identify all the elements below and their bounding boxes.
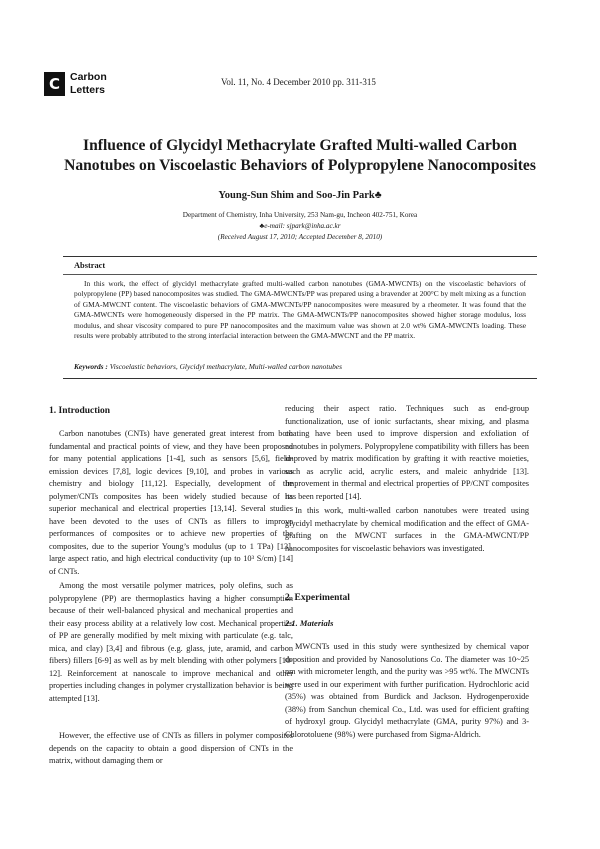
title-line2: Nanotubes on Viscoelastic Behaviors of Polypropylene Nanocomposites: [64, 157, 536, 174]
journal-logo: [44, 72, 114, 102]
received-date: (Received August 17, 2010; Accepted December 8, 2010): [217, 233, 383, 241]
keywords-label: Keywords :: [74, 362, 108, 371]
abstract-text: In this work, the effect of glycidyl methacrylate grafted multi-walled carbon nanotubes (GMA-MWCNTs) on the viscoelastic behaviors of polypropylene (PP) based nanocomposites was studied. The GMA-MWCNTs/PP was prepared using a bravender at 200°C by melt mixing as a function of GMA-MWCNT content. The viscoelastic behaviors of GMA-MWCNTs/PP nanocomposites were measured by a rheometer. It was found that the GMA-MWCNTs were homogeneously dispersed in the PP matrix. The GMA-MWCNTs/PP nanocomposites showed higher storage modulus, loss modulus, and shear viscosity compared to pure PP nanocomposites and the maximum value was shown at 2.0 wt% GMA-MWCNTs loading. These results were probably attributed to the strong interfacial interaction between the GMA-MWCNT and the PP matrix.: [74, 279, 526, 341]
paper-title: [40, 136, 560, 176]
intro-paragraph-2: Among the most versatile polymer matrices, poly olefins, such as polypropylene (PP) are thermoplastics having a higher consumption because of their well-balanced physical and mechanical properties and their easy process ability at a relatively low cost. Mechanical properties of PP are generally modified by melt mixing with particulate (e.g. talc, mica, and clay) [3,4] and fibrous (e.g. glass, jute, aramid, and carbon fibers) fillers [6-9] as well as by melt blending with other polymers [10-12]. Reinforcement at nanoscale to improve mechanical and other properties including changes in polymer crystallization behavior is being attempted [13].: [49, 581, 293, 703]
intro-paragraph-3: However, the effective use of CNTs as fillers in polymer composites depends on the capacity to obtain a good dispersion of CNTs in the matrix, without damaging them or: [49, 731, 293, 766]
right-paragraph-2: In this work, multi-walled carbon nanotubes were treated using glycidyl methacrylate by chemical modification and the effect of GMA-grafting on the MWCNT surfaces in the GMA-MWCNT/PP nanocomposites for viscoelastic behaviors was investigated.: [285, 506, 529, 553]
keywords-list: Viscoelastic behaviors, Glycidyl methacrylate, Multi-walled carbon nanotubes: [109, 362, 342, 371]
logo-mark: C: [44, 72, 65, 96]
abstract-divider: [63, 274, 537, 275]
right-paragraph-1: reducing their aspect ratio. Techniques such as end-group functionalization, use of ionic surfactants, shear mixing, and plasma coating have been used to improve dispersion and exfoliation of nanotubes in polymers. Polypropylene compatibility with fillers has been improved by matrix modification by grafting it with reactive moieties, such as acrylic acid, acrylic esters, and maleic anhydride [13]. Improvement in thermal and electrical properties of PP/CNT composites has been reported [14].: [285, 404, 529, 501]
email-link[interactable]: ♣e-mail: sjpark@inha.ac.kr: [259, 222, 341, 230]
keywords: [74, 362, 342, 371]
logo-line1: Carbon: [70, 71, 107, 83]
experimental-heading: 2. Experimental: [285, 593, 350, 603]
materials-heading: 2.1. Materials: [285, 618, 334, 628]
affiliation: Department of Chemistry, Inha University, 253 Nam-gu, Incheon 402-751, Korea: [182, 211, 418, 219]
affiliation-block: [40, 210, 560, 243]
logo-text: [70, 71, 107, 96]
authors: Young-Sun Shim and Soo-Jin Park♣: [218, 190, 382, 201]
intro-paragraph-1: Carbon nanotubes (CNTs) have generated great interest from both fundamental and practical points of view, and they have been proposed for many potential applications [1-4], such as sensors [5,6], field-emission devices [7,8], logic devices [9,10], and probes in various chemistry and biology [11,12]. Especially, development of the polymer/CNTs composites has been widely studied because of its superior mechanical and electrical properties [13,14]. Several studies have been devoted to the uses of CNTs as fillers to improve performances of composites or to achieve new properties of the composites, due to the superior Young’s modulus (up to 1 TPa) [13], large aspect ratio, and high electrical conductivity (up to 10³ S/cm) [14] of CNTs.: [49, 429, 293, 577]
title-line1: Influence of Glycidyl Methacrylate Grafted Multi-walled Carbon: [83, 137, 517, 154]
logo-line2: Letters: [70, 83, 106, 96]
abstract-heading: Abstract: [74, 261, 106, 270]
materials-paragraph: MWCNTs used in this study were synthesized by chemical vapor deposition and provided by Nanosolutions Co. The diameter was 10~25 nm with micrometer length, and the purity was >95 wt%. The MWCNTs were used in our experiment with further purification. Hydrochloric acid (35%) was obtained from Burdick and Jackson. Hydrogenperoxide (38%) from Sanchun chemical Co., Ltd. was used for efficient grafting of hydroxyl group. Glycidyl methacrylate (GMA, purity 97%) and 3-Chlorotoluene (98%) were purchased from Sigma-Aldrich.: [285, 642, 529, 739]
abstract-box: [63, 256, 537, 379]
intro-heading: 1. Introduction: [49, 406, 111, 416]
journal-info: Vol. 11, No. 4 December 2010 pp. 311-315: [221, 77, 376, 87]
